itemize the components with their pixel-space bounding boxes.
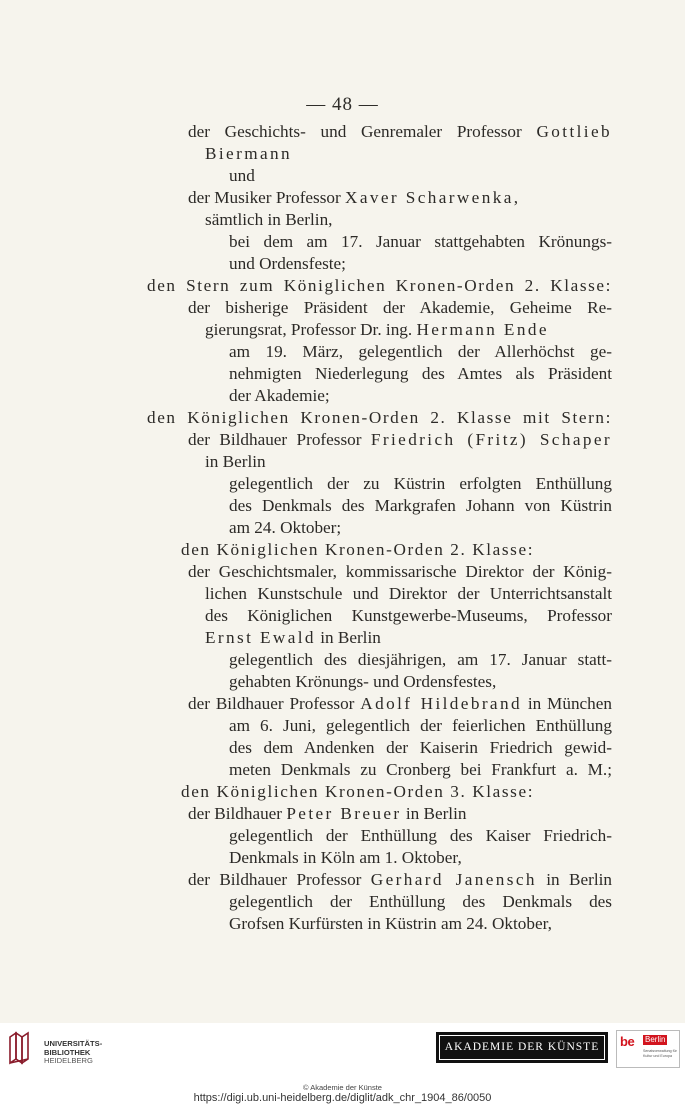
spaced-name: Friedrich (Fritz) Schaper: [370, 430, 613, 449]
text-line: [188, 187, 518, 209]
text-line: [229, 517, 341, 539]
page-number: — 48 —: [306, 94, 379, 115]
text-segment: gierungsrat, Professor Dr. ing.: [205, 320, 417, 339]
text-segment: in Berlin: [315, 628, 381, 647]
text-line: [188, 803, 466, 825]
text-segment: den Königlichen Kronen-Orden 3. Klasse:: [181, 782, 535, 801]
text-line: [229, 495, 612, 517]
text-segment: in Berlin: [205, 452, 266, 471]
text-line: [188, 429, 612, 451]
library-logo[interactable]: [6, 1029, 116, 1069]
text-line: [229, 891, 612, 913]
text-segment: sämtlich in Berlin,: [205, 210, 333, 229]
text-line: [181, 539, 534, 561]
text-segment: des dem Andenken der Kaiserin Friedrich gewid-: [229, 738, 612, 757]
text-line: [147, 407, 612, 429]
text-line: [188, 297, 612, 319]
partner-mark: be: [620, 1034, 635, 1049]
text-segment: gelegentlich der Enthüllung des Kaiser Friedrich-: [229, 826, 612, 845]
text-segment: den Königlichen Kronen-Orden 2. Klasse:: [181, 540, 535, 559]
text-segment: in Berlin: [536, 870, 612, 889]
academy-logo[interactable]: [436, 1032, 608, 1063]
partner-subtitle: Senatsverwaltung für Kultur und Europa: [643, 1049, 677, 1058]
text-line: [229, 385, 330, 407]
text-segment: Denkmals in Köln am 1. Oktober,: [229, 848, 462, 867]
text-segment: der bisherige Präsident der Akademie, Geheime Re-: [188, 298, 612, 317]
text-segment: der Bildhauer Professor: [188, 430, 371, 449]
text-line: [229, 671, 496, 693]
text-line: [205, 627, 381, 649]
spaced-name: Gerhard Janensch: [370, 870, 537, 889]
text-segment: am 6. Juni, gelegentlich der feierlichen Enthüllung: [229, 716, 612, 735]
text-segment: in Berlin: [401, 804, 467, 823]
text-segment: ,: [513, 188, 519, 207]
text-segment: lichen Kunstschule und Direktor der Unterrichtsanstalt: [205, 584, 612, 603]
spaced-name: Peter Breuer: [286, 804, 402, 823]
text-segment: der Musiker Professor: [188, 188, 346, 207]
text-line: [229, 825, 612, 847]
spaced-name: Hermann Ende: [416, 320, 549, 339]
text-line: [229, 341, 612, 363]
text-line: [181, 781, 534, 803]
text-segment: der Geschichtsmaler, kommissarische Direktor der König-: [188, 562, 612, 581]
text-segment: und: [229, 166, 255, 185]
text-line: [229, 759, 612, 781]
text-line: [205, 143, 292, 165]
spaced-name: Adolf Hildebrand: [360, 694, 522, 713]
text-segment: am 19. März, gelegentlich der Allerhöchst ge-: [229, 342, 612, 361]
permalink[interactable]: https://digi.ub.uni-heidelberg.de/diglit/adk_chr_1904_86/0050: [193, 1092, 492, 1104]
partner-city: Berlin: [645, 1035, 666, 1044]
text-line: [205, 319, 549, 341]
library-emblem-icon: [6, 1029, 36, 1067]
spaced-name: Biermann: [205, 144, 292, 163]
text-segment: des Königlichen Kunstgewerbe-Museums, Professor: [205, 606, 612, 625]
library-name: [44, 1040, 102, 1066]
text-line: [147, 275, 612, 297]
text-line: [229, 649, 612, 671]
text-line: [205, 605, 612, 627]
text-segment: bei dem am 17. Januar stattgehabten Krönungs-: [229, 232, 612, 251]
text-line: [229, 715, 612, 737]
text-line: [229, 473, 612, 495]
library-line-2: BIBLIOTHEK: [44, 1047, 91, 1057]
text-segment: in München: [521, 694, 612, 713]
text-line: [188, 869, 612, 891]
spaced-name: Gottlieb: [536, 122, 612, 141]
library-line-3: HEIDELBERG: [44, 1056, 93, 1065]
text-segment: am 24. Oktober;: [229, 518, 342, 537]
spaced-name: Xaver Scharwenka: [345, 188, 514, 207]
text-segment: der Geschichts- und Genremaler Professor: [188, 122, 537, 141]
text-line: [229, 363, 612, 385]
text-segment: der Bildhauer: [188, 804, 287, 823]
partner-logo[interactable]: [616, 1030, 680, 1068]
text-line: [229, 253, 346, 275]
text-line: [188, 561, 612, 583]
text-segment: nehmigten Niederlegung des Amtes als Präsident: [229, 364, 612, 383]
text-line: [205, 451, 266, 473]
text-line: [188, 121, 612, 143]
text-segment: gehabten Krönungs- und Ordensfestes,: [229, 672, 497, 691]
text-line: [229, 165, 255, 187]
text-line: [205, 583, 612, 605]
text-segment: und Ordensfeste;: [229, 254, 346, 273]
text-line: [229, 847, 462, 869]
copyright-notice: © Akademie der Künste: [303, 1083, 382, 1092]
text-segment: den Königlichen Kronen-Orden 2. Klasse mit Stern:: [147, 408, 612, 427]
academy-name: AKADEMIE DER KÜNSTE: [439, 1035, 605, 1060]
text-segment: gelegentlich der Enthüllung des Denkmals des: [229, 892, 612, 911]
text-segment: der Bildhauer Professor: [188, 694, 361, 713]
text-segment: der Bildhauer Professor: [188, 870, 371, 889]
text-segment: der Akademie;: [229, 386, 330, 405]
text-line: [188, 693, 612, 715]
text-line: [229, 737, 612, 759]
text-segment: gelegentlich des diesjährigen, am 17. Januar statt-: [229, 650, 612, 669]
text-segment: des Denkmals des Markgrafen Johann von Küstrin: [229, 496, 612, 515]
text-line: [205, 209, 332, 231]
text-line: [229, 913, 552, 935]
viewer-footer: [0, 1023, 685, 1108]
library-line-1: UNIVERSITÄTS-: [44, 1039, 103, 1048]
spaced-name: Ernst Ewald: [205, 628, 316, 647]
text-segment: Grofsen Kurfürsten in Küstrin am 24. Oktober,: [229, 914, 552, 933]
text-segment: meten Denkmals zu Cronberg bei Frankfurt a. M.;: [229, 760, 612, 779]
text-segment: den Stern zum Königlichen Kronen-Orden 2. Klasse:: [147, 276, 612, 295]
text-segment: gelegentlich der zu Küstrin erfolgten Enthüllung: [229, 474, 612, 493]
text-line: [229, 231, 612, 253]
